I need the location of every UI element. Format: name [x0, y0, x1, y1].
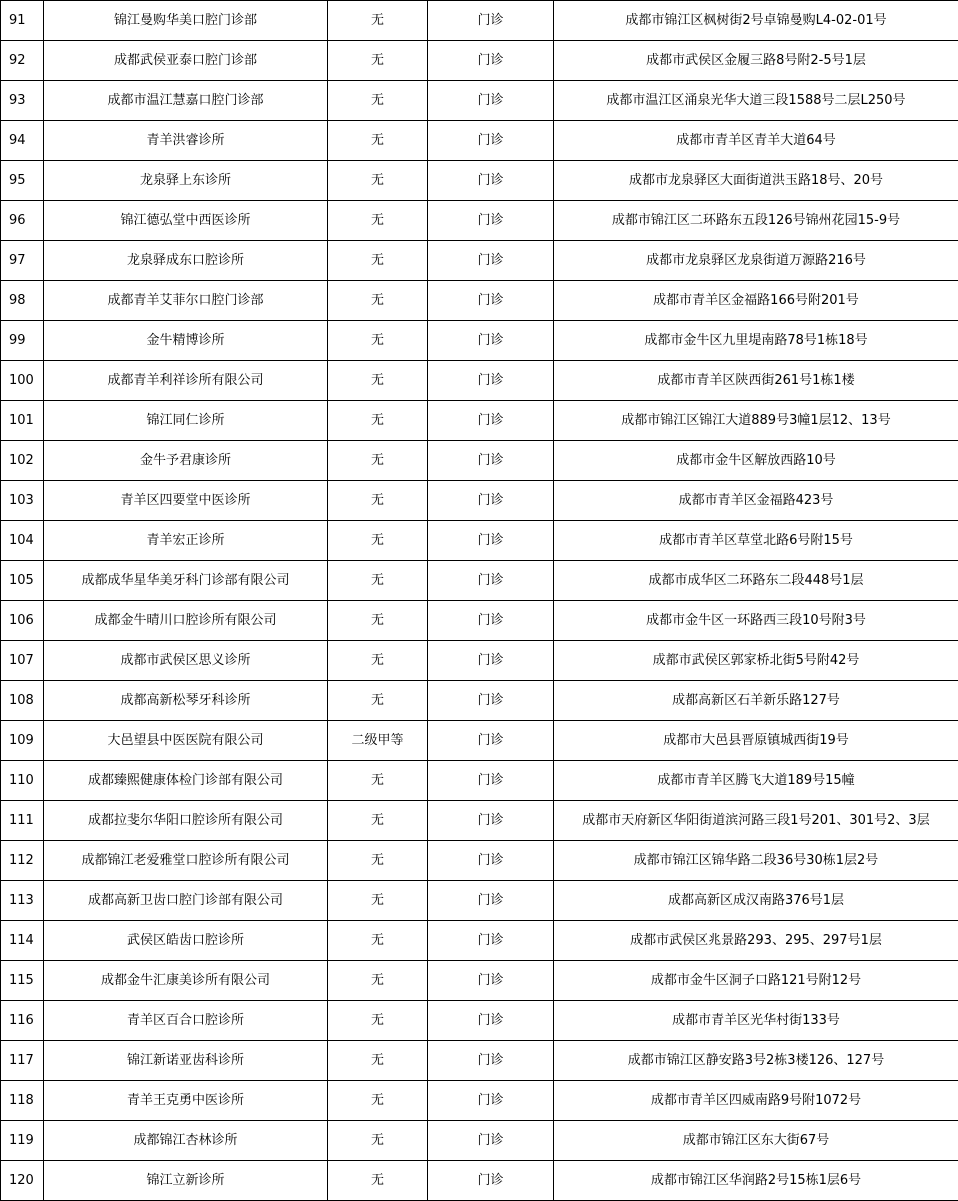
address-cell: 成都市青羊区金福路423号	[554, 481, 958, 521]
table-row	[1, 1121, 958, 1161]
service-type-cell: 门诊	[428, 521, 554, 561]
table-body	[1, 1, 958, 1201]
service-type-cell: 门诊	[428, 1041, 554, 1081]
address-cell: 成都市锦江区华润路2号15栋1层6号	[554, 1161, 958, 1201]
table-row	[1, 81, 958, 121]
row-number-cell: 107	[1, 641, 44, 681]
address-cell: 成都市武侯区金履三路8号附2-5号1层	[554, 41, 958, 81]
table-row	[1, 1081, 958, 1121]
table-row	[1, 481, 958, 521]
address-cell: 成都市锦江区二环路东五段126号锦州花园15-9号	[554, 201, 958, 241]
row-number-cell: 93	[1, 81, 44, 121]
institution-name-cell: 成都高新松琴牙科诊所	[44, 681, 328, 721]
service-type-cell: 门诊	[428, 1121, 554, 1161]
table-row	[1, 801, 958, 841]
table-row	[1, 561, 958, 601]
address-cell: 成都市青羊区草堂北路6号附15号	[554, 521, 958, 561]
institution-name-cell: 成都锦江杏林诊所	[44, 1121, 328, 1161]
address-cell: 成都市锦江区东大街67号	[554, 1121, 958, 1161]
table-row	[1, 761, 958, 801]
table-row	[1, 441, 958, 481]
table-row	[1, 401, 958, 441]
grade-level-cell: 无	[328, 1, 428, 41]
service-type-cell: 门诊	[428, 561, 554, 601]
grade-level-cell: 无	[328, 921, 428, 961]
service-type-cell: 门诊	[428, 1001, 554, 1041]
grade-level-cell: 无	[328, 601, 428, 641]
institution-name-cell: 成都青羊艾菲尔口腔门诊部	[44, 281, 328, 321]
service-type-cell: 门诊	[428, 761, 554, 801]
institution-name-cell: 青羊洪睿诊所	[44, 121, 328, 161]
row-number-cell: 103	[1, 481, 44, 521]
grade-level-cell: 无	[328, 41, 428, 81]
address-cell: 成都市锦江区枫树街2号卓锦曼购L4-02-01号	[554, 1, 958, 41]
table-row	[1, 841, 958, 881]
service-type-cell: 门诊	[428, 1, 554, 41]
row-number-cell: 116	[1, 1001, 44, 1041]
table-row	[1, 281, 958, 321]
row-number-cell: 110	[1, 761, 44, 801]
institution-name-cell: 金牛予君康诊所	[44, 441, 328, 481]
table-row	[1, 721, 958, 761]
table-row	[1, 641, 958, 681]
service-type-cell: 门诊	[428, 961, 554, 1001]
address-cell: 成都市武侯区郭家桥北街5号附42号	[554, 641, 958, 681]
institution-name-cell: 成都高新卫齿口腔门诊部有限公司	[44, 881, 328, 921]
address-cell: 成都市锦江区锦华路二段36号30栋1层2号	[554, 841, 958, 881]
row-number-cell: 102	[1, 441, 44, 481]
institution-name-cell: 成都拉斐尔华阳口腔诊所有限公司	[44, 801, 328, 841]
grade-level-cell: 无	[328, 201, 428, 241]
row-number-cell: 94	[1, 121, 44, 161]
grade-level-cell: 无	[328, 641, 428, 681]
address-cell: 成都市大邑县晋原镇城西街19号	[554, 721, 958, 761]
institution-name-cell: 青羊区百合口腔诊所	[44, 1001, 328, 1041]
address-cell: 成都市金牛区洞子口路121号附12号	[554, 961, 958, 1001]
institution-name-cell: 青羊宏正诊所	[44, 521, 328, 561]
address-cell: 成都市锦江区静安路3号2栋3楼126、127号	[554, 1041, 958, 1081]
service-type-cell: 门诊	[428, 241, 554, 281]
service-type-cell: 门诊	[428, 361, 554, 401]
grade-level-cell: 无	[328, 241, 428, 281]
table-row	[1, 201, 958, 241]
grade-level-cell: 无	[328, 321, 428, 361]
grade-level-cell: 无	[328, 1001, 428, 1041]
address-cell: 成都市龙泉驿区大面街道洪玉路18号、20号	[554, 161, 958, 201]
grade-level-cell: 无	[328, 281, 428, 321]
institution-name-cell: 成都锦江老爱雅堂口腔诊所有限公司	[44, 841, 328, 881]
service-type-cell: 门诊	[428, 281, 554, 321]
table-row	[1, 921, 958, 961]
service-type-cell: 门诊	[428, 401, 554, 441]
institution-name-cell: 成都金牛晴川口腔诊所有限公司	[44, 601, 328, 641]
grade-level-cell: 无	[328, 561, 428, 601]
row-number-cell: 96	[1, 201, 44, 241]
address-cell: 成都市锦江区锦江大道889号3幢1层12、13号	[554, 401, 958, 441]
table-row	[1, 241, 958, 281]
address-cell: 成都市青羊区光华村街133号	[554, 1001, 958, 1041]
row-number-cell: 117	[1, 1041, 44, 1081]
service-type-cell: 门诊	[428, 41, 554, 81]
row-number-cell: 119	[1, 1121, 44, 1161]
service-type-cell: 门诊	[428, 641, 554, 681]
institution-name-cell: 大邑望县中医医院有限公司	[44, 721, 328, 761]
address-cell: 成都市温江区涌泉光华大道三段1588号二层L250号	[554, 81, 958, 121]
institution-name-cell: 金牛精博诊所	[44, 321, 328, 361]
table-row	[1, 1001, 958, 1041]
table-row	[1, 961, 958, 1001]
address-cell: 成都市金牛区九里堤南路78号1栋18号	[554, 321, 958, 361]
address-cell: 成都市金牛区解放西路10号	[554, 441, 958, 481]
institution-name-cell: 成都金牛汇康美诊所有限公司	[44, 961, 328, 1001]
grade-level-cell: 无	[328, 681, 428, 721]
institution-name-cell: 龙泉驿上东诊所	[44, 161, 328, 201]
row-number-cell: 120	[1, 1161, 44, 1201]
address-cell: 成都市金牛区一环路西三段10号附3号	[554, 601, 958, 641]
grade-level-cell: 无	[328, 81, 428, 121]
service-type-cell: 门诊	[428, 321, 554, 361]
address-cell: 成都市青羊区四威南路9号附1072号	[554, 1081, 958, 1121]
service-type-cell: 门诊	[428, 161, 554, 201]
row-number-cell: 109	[1, 721, 44, 761]
address-cell: 成都高新区成汉南路376号1层	[554, 881, 958, 921]
grade-level-cell: 无	[328, 961, 428, 1001]
table-row	[1, 681, 958, 721]
table-row	[1, 601, 958, 641]
address-cell: 成都市青羊区青羊大道64号	[554, 121, 958, 161]
institution-name-cell: 锦江立新诊所	[44, 1161, 328, 1201]
row-number-cell: 115	[1, 961, 44, 1001]
institution-name-cell: 成都市温江慧嘉口腔门诊部	[44, 81, 328, 121]
row-number-cell: 95	[1, 161, 44, 201]
service-type-cell: 门诊	[428, 1161, 554, 1201]
institution-name-cell: 成都臻熙健康体检门诊部有限公司	[44, 761, 328, 801]
grade-level-cell: 二级甲等	[328, 721, 428, 761]
row-number-cell: 99	[1, 321, 44, 361]
service-type-cell: 门诊	[428, 881, 554, 921]
institution-name-cell: 成都青羊利祥诊所有限公司	[44, 361, 328, 401]
row-number-cell: 101	[1, 401, 44, 441]
service-type-cell: 门诊	[428, 441, 554, 481]
table-row	[1, 1161, 958, 1201]
institution-name-cell: 锦江新诺亚齿科诊所	[44, 1041, 328, 1081]
service-type-cell: 门诊	[428, 921, 554, 961]
institution-name-cell: 成都市武侯区思义诊所	[44, 641, 328, 681]
service-type-cell: 门诊	[428, 801, 554, 841]
grade-level-cell: 无	[328, 761, 428, 801]
address-cell: 成都市武侯区兆景路293、295、297号1层	[554, 921, 958, 961]
service-type-cell: 门诊	[428, 1081, 554, 1121]
grade-level-cell: 无	[328, 361, 428, 401]
address-cell: 成都市龙泉驿区龙泉街道万源路216号	[554, 241, 958, 281]
grade-level-cell: 无	[328, 1041, 428, 1081]
grade-level-cell: 无	[328, 1081, 428, 1121]
row-number-cell: 91	[1, 1, 44, 41]
service-type-cell: 门诊	[428, 201, 554, 241]
institution-name-cell: 成都成华星华美牙科门诊部有限公司	[44, 561, 328, 601]
row-number-cell: 108	[1, 681, 44, 721]
address-cell: 成都市天府新区华阳街道滨河路三段1号201、301号2、3层	[554, 801, 958, 841]
service-type-cell: 门诊	[428, 601, 554, 641]
institution-name-cell: 锦江同仁诊所	[44, 401, 328, 441]
grade-level-cell: 无	[328, 121, 428, 161]
row-number-cell: 114	[1, 921, 44, 961]
row-number-cell: 98	[1, 281, 44, 321]
row-number-cell: 92	[1, 41, 44, 81]
grade-level-cell: 无	[328, 881, 428, 921]
grade-level-cell: 无	[328, 441, 428, 481]
grade-level-cell: 无	[328, 401, 428, 441]
grade-level-cell: 无	[328, 801, 428, 841]
grade-level-cell: 无	[328, 1161, 428, 1201]
institution-name-cell: 武侯区皓齿口腔诊所	[44, 921, 328, 961]
table-row	[1, 1, 958, 41]
table-row	[1, 161, 958, 201]
grade-level-cell: 无	[328, 841, 428, 881]
row-number-cell: 106	[1, 601, 44, 641]
institution-name-cell: 成都武侯亚泰口腔门诊部	[44, 41, 328, 81]
address-cell: 成都市青羊区陕西街261号1栋1楼	[554, 361, 958, 401]
row-number-cell: 105	[1, 561, 44, 601]
service-type-cell: 门诊	[428, 481, 554, 521]
service-type-cell: 门诊	[428, 81, 554, 121]
row-number-cell: 100	[1, 361, 44, 401]
row-number-cell: 104	[1, 521, 44, 561]
grade-level-cell: 无	[328, 161, 428, 201]
address-cell: 成都市青羊区腾飞大道189号15幢	[554, 761, 958, 801]
table-row	[1, 1041, 958, 1081]
institution-name-cell: 青羊区四要堂中医诊所	[44, 481, 328, 521]
address-cell: 成都高新区石羊新乐路127号	[554, 681, 958, 721]
service-type-cell: 门诊	[428, 121, 554, 161]
row-number-cell: 97	[1, 241, 44, 281]
table-row	[1, 361, 958, 401]
institution-name-cell: 锦江德弘堂中西医诊所	[44, 201, 328, 241]
institution-name-cell: 龙泉驿成东口腔诊所	[44, 241, 328, 281]
grade-level-cell: 无	[328, 1121, 428, 1161]
address-cell: 成都市成华区二环路东二段448号1层	[554, 561, 958, 601]
row-number-cell: 112	[1, 841, 44, 881]
table-row	[1, 521, 958, 561]
institution-name-cell: 青羊王克勇中医诊所	[44, 1081, 328, 1121]
institution-name-cell: 锦江曼购华美口腔门诊部	[44, 1, 328, 41]
table-row	[1, 41, 958, 81]
row-number-cell: 111	[1, 801, 44, 841]
grade-level-cell: 无	[328, 521, 428, 561]
row-number-cell: 113	[1, 881, 44, 921]
grade-level-cell: 无	[328, 481, 428, 521]
address-cell: 成都市青羊区金福路166号附201号	[554, 281, 958, 321]
row-number-cell: 118	[1, 1081, 44, 1121]
service-type-cell: 门诊	[428, 841, 554, 881]
table-row	[1, 321, 958, 361]
service-type-cell: 门诊	[428, 721, 554, 761]
table-row	[1, 121, 958, 161]
table-row	[1, 881, 958, 921]
service-type-cell: 门诊	[428, 681, 554, 721]
